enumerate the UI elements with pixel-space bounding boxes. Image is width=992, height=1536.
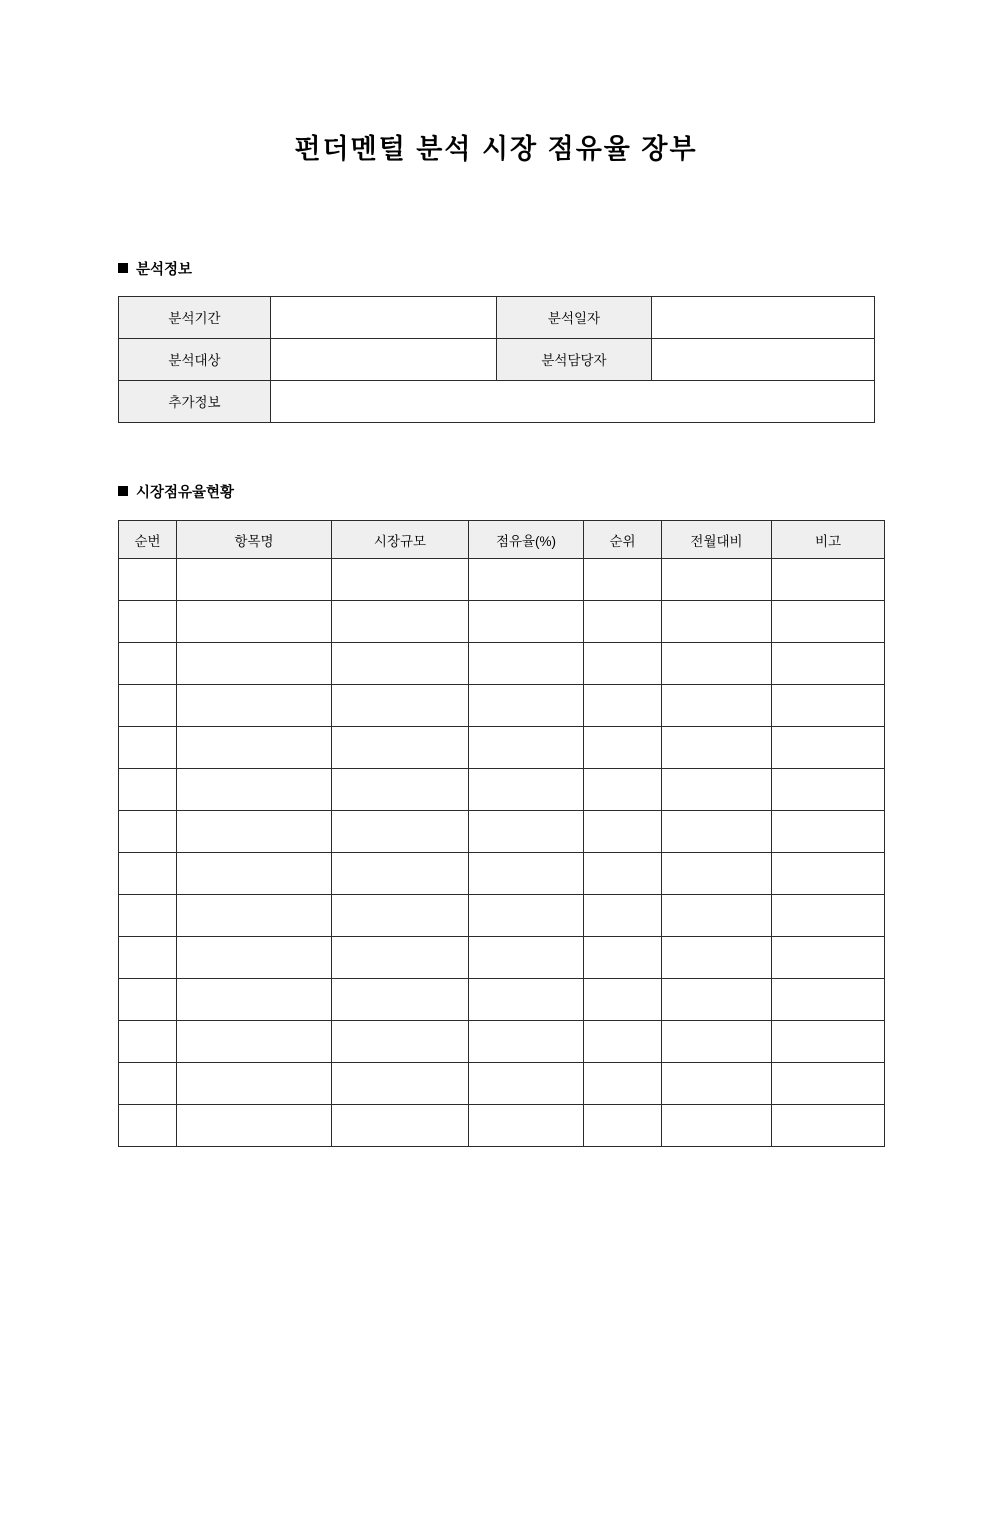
cell-market-size[interactable] bbox=[332, 685, 469, 727]
table-row bbox=[119, 380, 875, 422]
cell-share-pct[interactable] bbox=[469, 895, 584, 937]
table-row bbox=[119, 1021, 885, 1063]
table-row bbox=[119, 296, 875, 338]
cell-note[interactable] bbox=[772, 559, 885, 601]
cell-market-size[interactable] bbox=[332, 1021, 469, 1063]
cell-rank[interactable] bbox=[584, 559, 662, 601]
cell-note[interactable] bbox=[772, 811, 885, 853]
table-row bbox=[119, 1105, 885, 1147]
cell-no[interactable] bbox=[119, 727, 177, 769]
section-heading-label: 분석정보 bbox=[136, 262, 193, 279]
cell-no[interactable] bbox=[119, 811, 177, 853]
cell-share-pct[interactable] bbox=[469, 853, 584, 895]
cell-rank[interactable] bbox=[584, 1021, 662, 1063]
cell-note[interactable] bbox=[772, 727, 885, 769]
column-header-no: 순번 bbox=[119, 521, 177, 559]
section-heading-analysis-info bbox=[118, 262, 874, 279]
cell-share-pct[interactable] bbox=[469, 601, 584, 643]
field-value-analysis-target[interactable] bbox=[271, 338, 497, 380]
cell-note[interactable] bbox=[772, 937, 885, 979]
cell-item-name[interactable] bbox=[177, 895, 332, 937]
cell-item-name[interactable] bbox=[177, 643, 332, 685]
field-value-additional-info[interactable] bbox=[271, 380, 875, 422]
table-row bbox=[119, 643, 885, 685]
table-row bbox=[119, 601, 885, 643]
cell-share-pct[interactable] bbox=[469, 685, 584, 727]
cell-item-name[interactable] bbox=[177, 601, 332, 643]
cell-share-pct[interactable] bbox=[469, 727, 584, 769]
square-bullet-icon bbox=[118, 263, 128, 273]
cell-no[interactable] bbox=[119, 1105, 177, 1147]
cell-note[interactable] bbox=[772, 979, 885, 1021]
column-header-market-size: 시장규모 bbox=[332, 521, 469, 559]
table-row bbox=[119, 979, 885, 1021]
column-header-rank: 순위 bbox=[584, 521, 662, 559]
cell-vs-prev-month[interactable] bbox=[662, 769, 772, 811]
table-row bbox=[119, 853, 885, 895]
cell-no[interactable] bbox=[119, 559, 177, 601]
field-label-analysis-target: 분석대상 bbox=[119, 338, 271, 380]
cell-rank[interactable] bbox=[584, 979, 662, 1021]
table-row bbox=[119, 338, 875, 380]
table-row bbox=[119, 769, 885, 811]
table-row bbox=[119, 937, 885, 979]
cell-vs-prev-month[interactable] bbox=[662, 727, 772, 769]
cell-market-size[interactable] bbox=[332, 769, 469, 811]
cell-market-size[interactable] bbox=[332, 937, 469, 979]
cell-vs-prev-month[interactable] bbox=[662, 559, 772, 601]
section-heading-market-share bbox=[118, 485, 874, 502]
cell-rank[interactable] bbox=[584, 853, 662, 895]
cell-vs-prev-month[interactable] bbox=[662, 1105, 772, 1147]
cell-no[interactable] bbox=[119, 1021, 177, 1063]
cell-rank[interactable] bbox=[584, 685, 662, 727]
cell-no[interactable] bbox=[119, 685, 177, 727]
cell-rank[interactable] bbox=[584, 937, 662, 979]
analysis-info-table bbox=[118, 296, 875, 423]
cell-vs-prev-month[interactable] bbox=[662, 895, 772, 937]
cell-no[interactable] bbox=[119, 643, 177, 685]
field-value-analysis-date[interactable] bbox=[652, 296, 875, 338]
field-label-analysis-date: 분석일자 bbox=[497, 296, 652, 338]
square-bullet-icon bbox=[118, 486, 128, 496]
cell-note[interactable] bbox=[772, 853, 885, 895]
field-value-analysis-manager[interactable] bbox=[652, 338, 875, 380]
cell-item-name[interactable] bbox=[177, 1105, 332, 1147]
cell-market-size[interactable] bbox=[332, 1105, 469, 1147]
cell-item-name[interactable] bbox=[177, 979, 332, 1021]
cell-rank[interactable] bbox=[584, 811, 662, 853]
cell-no[interactable] bbox=[119, 1063, 177, 1105]
column-header-share-pct: 점유율(%) bbox=[469, 521, 584, 559]
market-share-table bbox=[118, 520, 885, 1147]
cell-market-size[interactable] bbox=[332, 895, 469, 937]
table-row bbox=[119, 1063, 885, 1105]
cell-share-pct[interactable] bbox=[469, 1021, 584, 1063]
cell-item-name[interactable] bbox=[177, 937, 332, 979]
cell-market-size[interactable] bbox=[332, 559, 469, 601]
cell-note[interactable] bbox=[772, 1063, 885, 1105]
cell-market-size[interactable] bbox=[332, 643, 469, 685]
cell-vs-prev-month[interactable] bbox=[662, 853, 772, 895]
cell-vs-prev-month[interactable] bbox=[662, 937, 772, 979]
cell-rank[interactable] bbox=[584, 727, 662, 769]
cell-rank[interactable] bbox=[584, 1105, 662, 1147]
cell-no[interactable] bbox=[119, 853, 177, 895]
cell-rank[interactable] bbox=[584, 1063, 662, 1105]
cell-rank[interactable] bbox=[584, 601, 662, 643]
table-header-row bbox=[119, 521, 885, 559]
cell-vs-prev-month[interactable] bbox=[662, 601, 772, 643]
field-label-additional-info: 추가정보 bbox=[119, 380, 271, 422]
cell-vs-prev-month[interactable] bbox=[662, 685, 772, 727]
cell-no[interactable] bbox=[119, 937, 177, 979]
cell-share-pct[interactable] bbox=[469, 979, 584, 1021]
table-row bbox=[119, 811, 885, 853]
column-header-vs-prev-month: 전월대비 bbox=[662, 521, 772, 559]
table-row bbox=[119, 685, 885, 727]
cell-note[interactable] bbox=[772, 643, 885, 685]
cell-item-name[interactable] bbox=[177, 769, 332, 811]
section-heading-label: 시장점유율현황 bbox=[136, 484, 235, 501]
cell-market-size[interactable] bbox=[332, 1063, 469, 1105]
cell-item-name[interactable] bbox=[177, 853, 332, 895]
cell-item-name[interactable] bbox=[177, 559, 332, 601]
cell-vs-prev-month[interactable] bbox=[662, 1021, 772, 1063]
cell-rank[interactable] bbox=[584, 769, 662, 811]
page-title: 펀더멘털 분석 시장 점유율 장부 bbox=[294, 134, 698, 164]
column-header-item-name: 항목명 bbox=[177, 521, 332, 559]
cell-share-pct[interactable] bbox=[469, 559, 584, 601]
document-page bbox=[0, 133, 992, 1536]
cell-note[interactable] bbox=[772, 1105, 885, 1147]
cell-rank[interactable] bbox=[584, 895, 662, 937]
table-row bbox=[119, 559, 885, 601]
cell-share-pct[interactable] bbox=[469, 643, 584, 685]
cell-note[interactable] bbox=[772, 1021, 885, 1063]
cell-share-pct[interactable] bbox=[469, 769, 584, 811]
cell-item-name[interactable] bbox=[177, 1021, 332, 1063]
cell-vs-prev-month[interactable] bbox=[662, 811, 772, 853]
cell-item-name[interactable] bbox=[177, 727, 332, 769]
cell-no[interactable] bbox=[119, 895, 177, 937]
cell-market-size[interactable] bbox=[332, 727, 469, 769]
cell-share-pct[interactable] bbox=[469, 1105, 584, 1147]
cell-market-size[interactable] bbox=[332, 601, 469, 643]
cell-share-pct[interactable] bbox=[469, 811, 584, 853]
cell-item-name[interactable] bbox=[177, 685, 332, 727]
cell-market-size[interactable] bbox=[332, 979, 469, 1021]
cell-note[interactable] bbox=[772, 601, 885, 643]
column-header-note: 비고 bbox=[772, 521, 885, 559]
cell-no[interactable] bbox=[119, 769, 177, 811]
field-value-analysis-period[interactable] bbox=[271, 296, 497, 338]
cell-item-name[interactable] bbox=[177, 811, 332, 853]
cell-vs-prev-month[interactable] bbox=[662, 1063, 772, 1105]
cell-no[interactable] bbox=[119, 601, 177, 643]
cell-share-pct[interactable] bbox=[469, 937, 584, 979]
field-label-analysis-period: 분석기간 bbox=[119, 296, 271, 338]
cell-vs-prev-month[interactable] bbox=[662, 979, 772, 1021]
cell-note[interactable] bbox=[772, 685, 885, 727]
cell-share-pct[interactable] bbox=[469, 1063, 584, 1105]
cell-no[interactable] bbox=[119, 979, 177, 1021]
cell-rank[interactable] bbox=[584, 643, 662, 685]
cell-note[interactable] bbox=[772, 769, 885, 811]
cell-market-size[interactable] bbox=[332, 853, 469, 895]
table-row bbox=[119, 895, 885, 937]
table-row bbox=[119, 727, 885, 769]
cell-item-name[interactable] bbox=[177, 1063, 332, 1105]
field-label-analysis-manager: 분석담당자 bbox=[497, 338, 652, 380]
cell-vs-prev-month[interactable] bbox=[662, 643, 772, 685]
cell-note[interactable] bbox=[772, 895, 885, 937]
cell-market-size[interactable] bbox=[332, 811, 469, 853]
